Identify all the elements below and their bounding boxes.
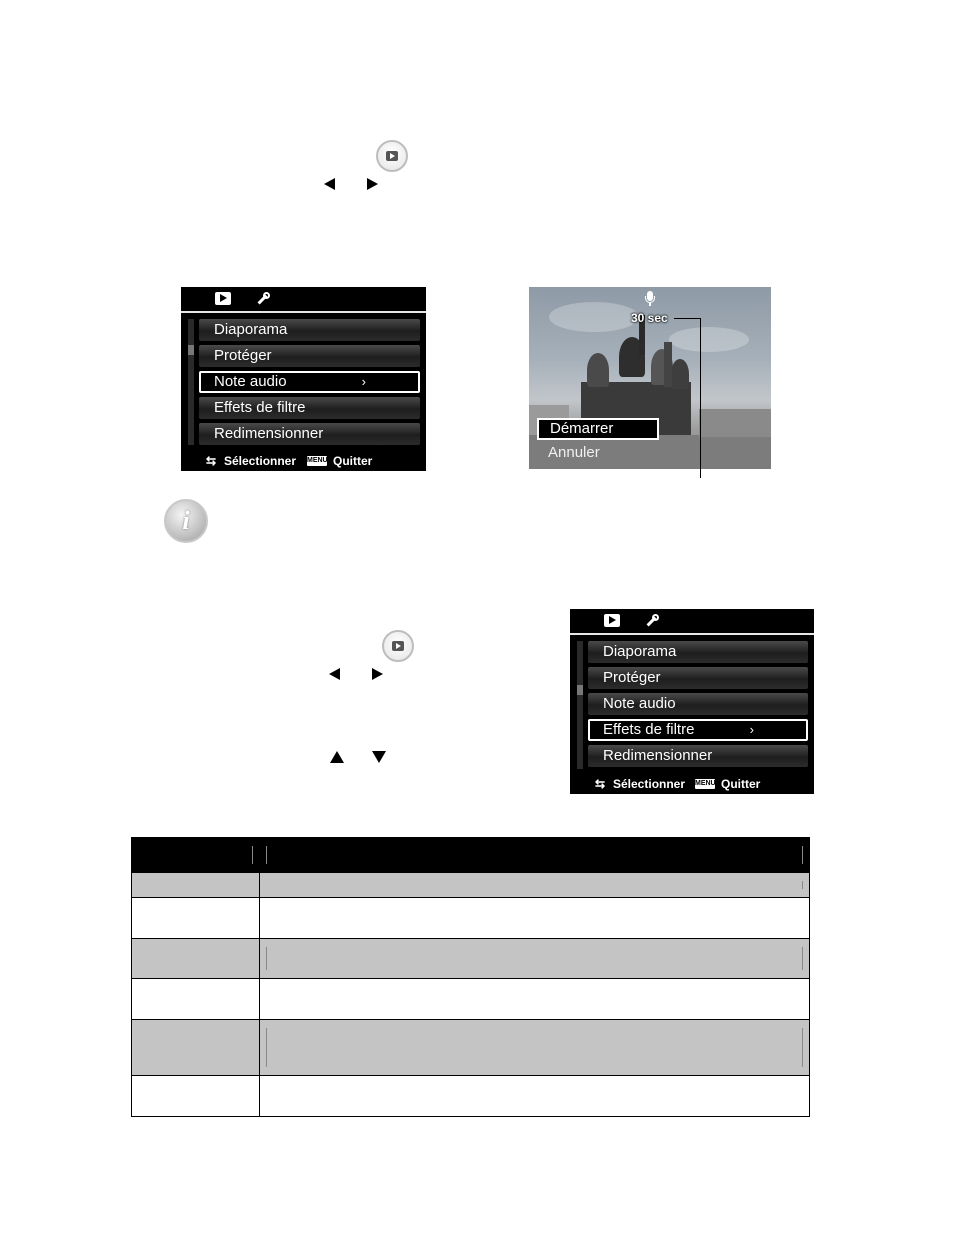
footer-quit-label-2: Quitter bbox=[721, 777, 761, 791]
menu-item-effets-de-filtre-2: Effets de filtre › bbox=[588, 719, 808, 741]
menu-item-diaporama: Diaporama bbox=[199, 319, 420, 341]
info-note-icon: i bbox=[164, 499, 208, 543]
scrollbar-thumb bbox=[188, 345, 194, 355]
menu-footer-2 bbox=[570, 774, 814, 794]
menu-footer bbox=[181, 451, 426, 471]
menu-top-bar-2 bbox=[570, 609, 814, 635]
nav-pad-icon: ⇆ bbox=[206, 454, 217, 468]
callout-line-vertical bbox=[700, 318, 701, 478]
footer-select-label-2: Sélectionner bbox=[613, 777, 686, 791]
up-arrow-icon bbox=[330, 751, 344, 763]
table-row bbox=[132, 939, 810, 979]
footer-quit-label: Quitter bbox=[333, 454, 373, 468]
right-arrow-icon-2 bbox=[372, 668, 383, 680]
audio-option-demarrer: Démarrer bbox=[537, 418, 659, 440]
audio-option-annuler: Annuler bbox=[548, 444, 600, 461]
left-arrow-icon-2 bbox=[329, 668, 340, 680]
table-row bbox=[132, 898, 810, 939]
down-arrow-icon bbox=[372, 751, 386, 763]
filter-effects-table bbox=[131, 837, 810, 1117]
nav-pad-icon-2: ⇆ bbox=[595, 777, 606, 791]
menu-item-redimensionner-2: Redimensionner bbox=[588, 745, 808, 767]
menu-item-note-audio: Note audio › bbox=[199, 371, 420, 393]
scrollbar-thumb-2 bbox=[577, 685, 583, 695]
menu-button-badge: MENU bbox=[307, 457, 328, 464]
table-row bbox=[132, 1020, 810, 1076]
table-row bbox=[132, 873, 810, 898]
left-arrow-icon bbox=[324, 178, 335, 190]
right-arrow-icon bbox=[367, 178, 378, 190]
microphone-icon bbox=[645, 291, 655, 306]
wrench-icon bbox=[255, 291, 271, 307]
callout-line-horizontal bbox=[674, 318, 701, 319]
playback-button-icon bbox=[376, 140, 408, 172]
recording-duration: 30 sec bbox=[631, 311, 668, 325]
chevron-right-icon-2: › bbox=[749, 722, 754, 737]
menu-item-effets-de-filtre: Effets de filtre bbox=[199, 397, 420, 419]
footer-select-label: Sélectionner bbox=[224, 454, 297, 468]
menu-item-diaporama-2: Diaporama bbox=[588, 641, 808, 663]
menu-item-proteger-2: Protéger bbox=[588, 667, 808, 689]
menu-item-proteger: Protéger bbox=[199, 345, 420, 367]
menu-button-badge-2: MENU bbox=[695, 780, 716, 787]
menu-top-bar bbox=[181, 287, 426, 313]
table-row bbox=[132, 1076, 810, 1117]
playback-button-icon-2 bbox=[382, 630, 414, 662]
table-header-cell bbox=[260, 838, 810, 873]
playback-tab-icon bbox=[215, 292, 231, 305]
wrench-icon-2 bbox=[644, 613, 660, 629]
table-row bbox=[132, 979, 810, 1020]
scrollbar bbox=[188, 319, 194, 445]
table-header-cell bbox=[132, 838, 260, 873]
chevron-right-icon: › bbox=[361, 374, 366, 389]
menu-screen-filter-effects bbox=[570, 609, 814, 794]
playback-tab-icon-2 bbox=[604, 614, 620, 627]
menu-screen-audio-note bbox=[181, 287, 426, 471]
audio-note-photo-screen bbox=[529, 287, 771, 469]
table-header-row bbox=[132, 838, 810, 873]
scrollbar-2 bbox=[577, 641, 583, 769]
menu-item-note-audio-2: Note audio bbox=[588, 693, 808, 715]
menu-item-redimensionner: Redimensionner bbox=[199, 423, 420, 445]
